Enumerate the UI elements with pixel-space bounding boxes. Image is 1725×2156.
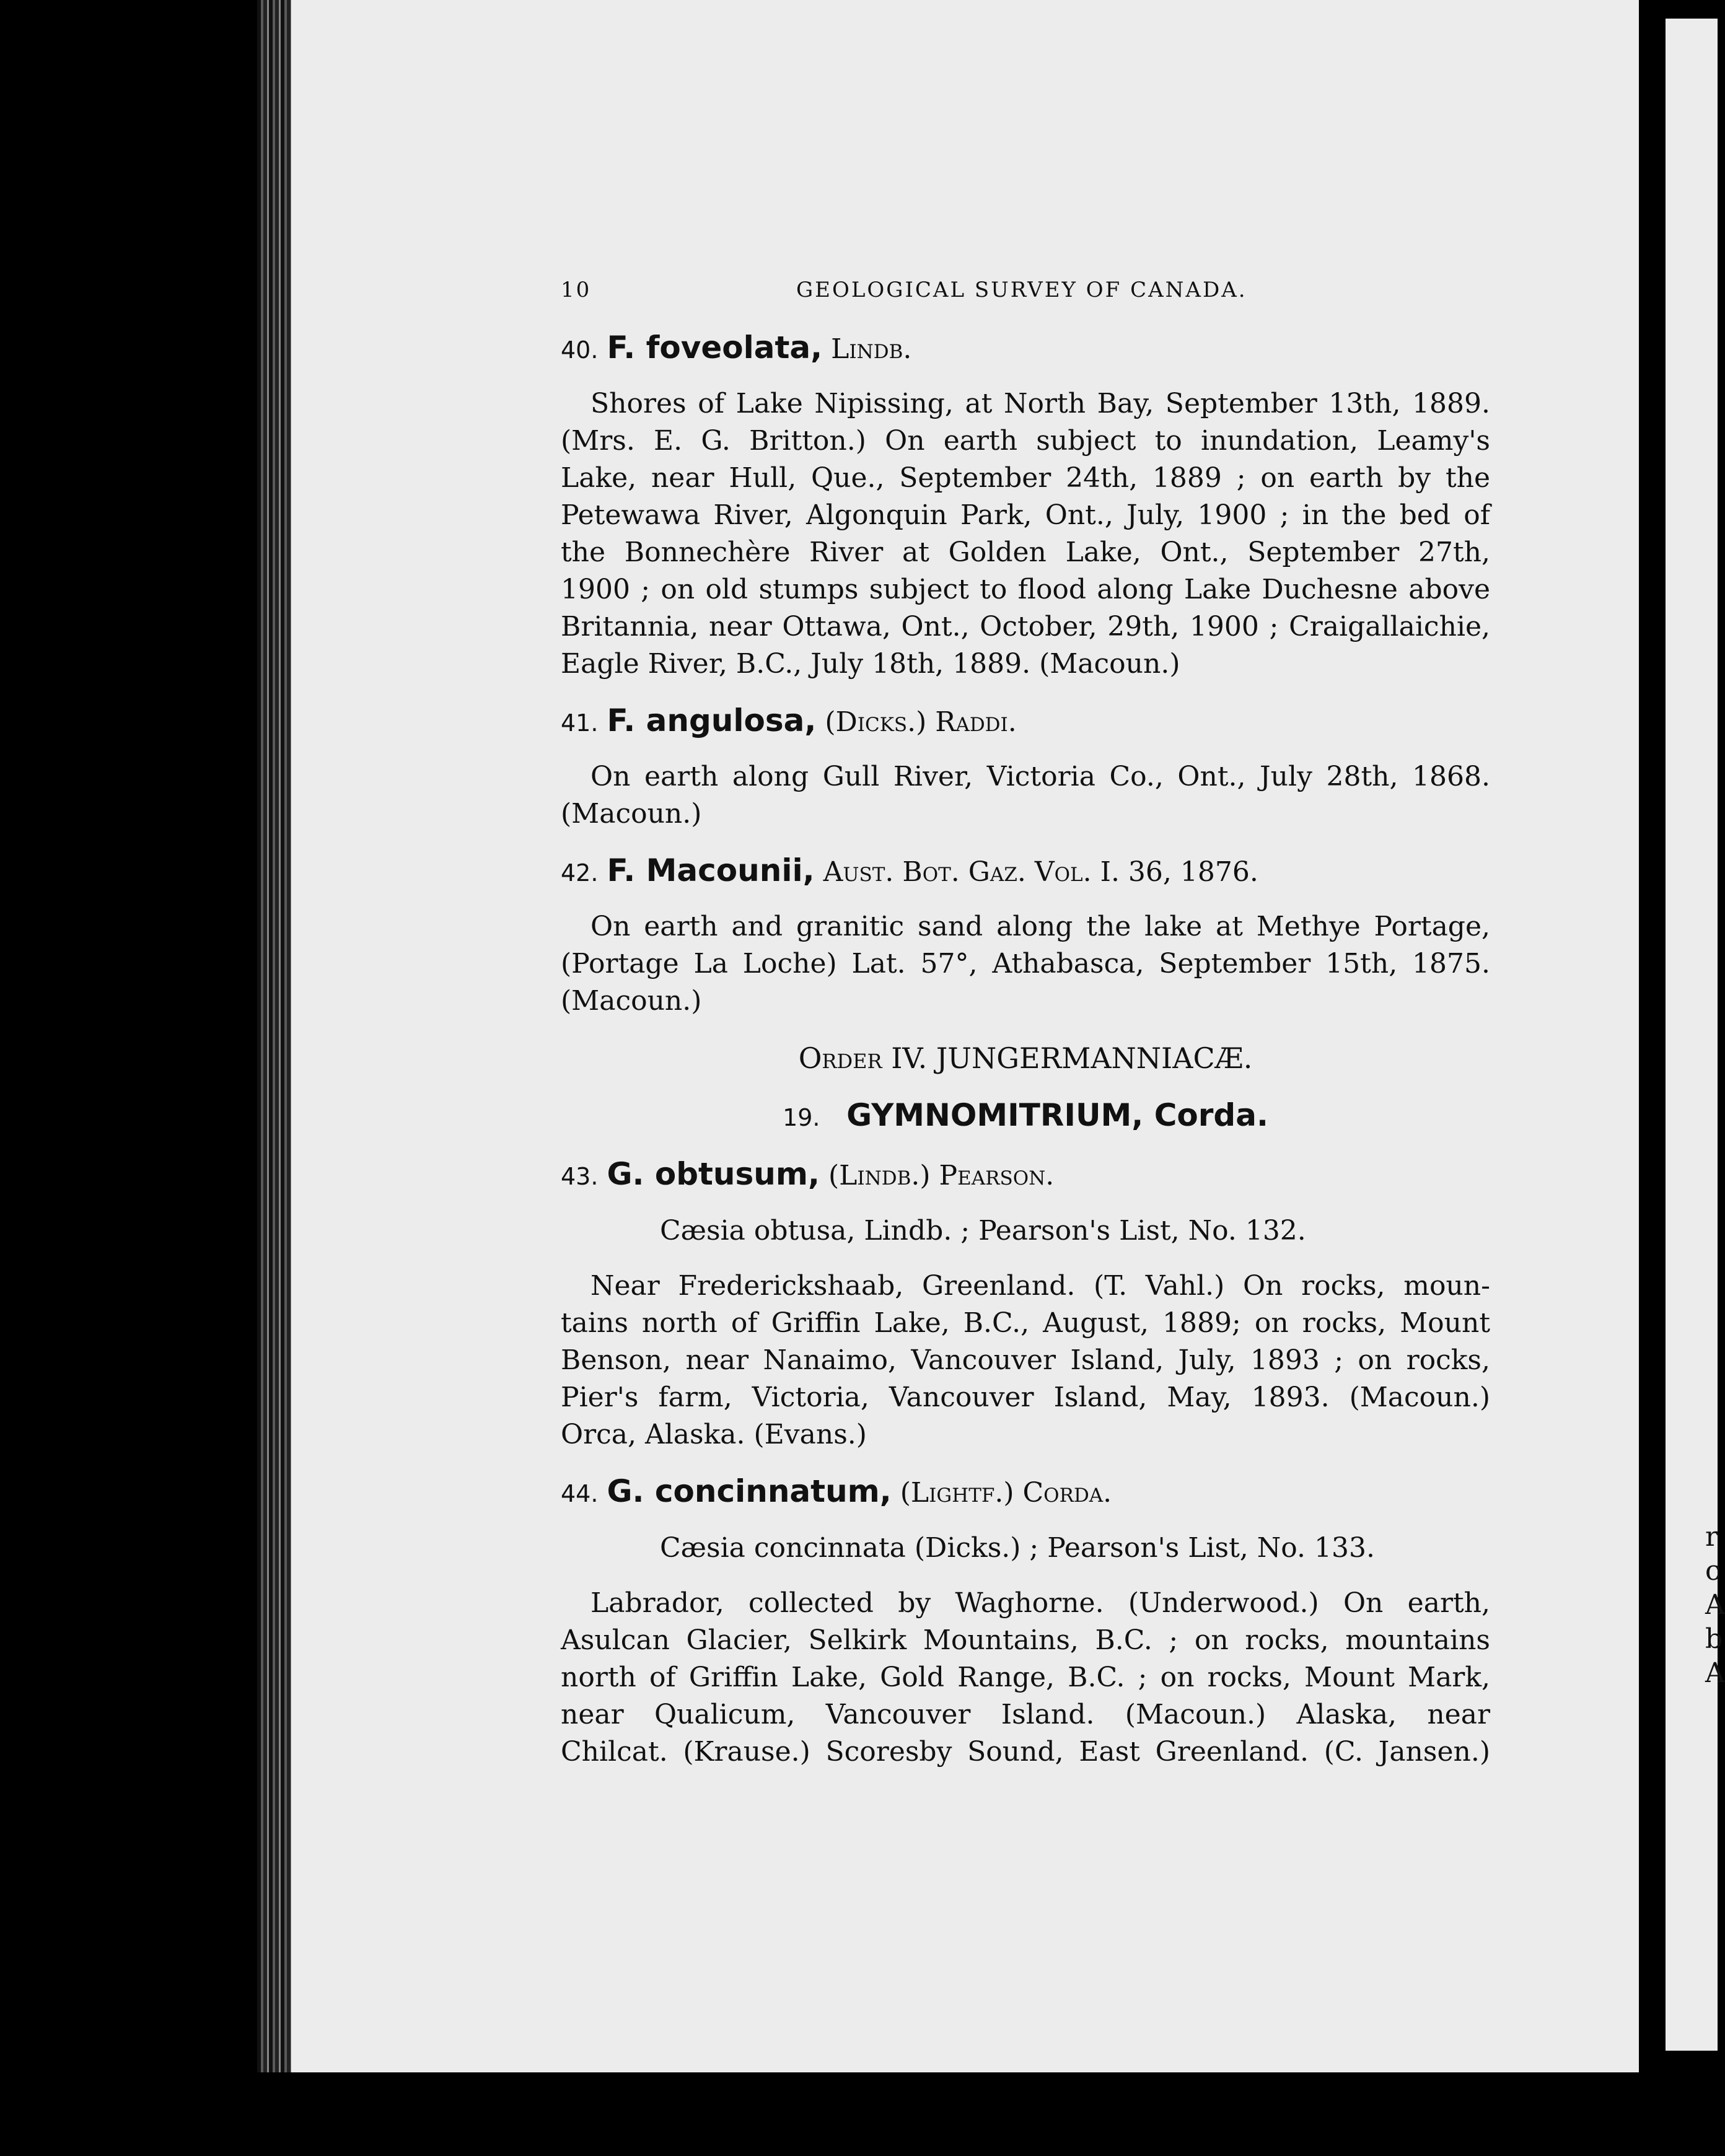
order-heading: Order IV. JUNGERMANNIACÆ. — [798, 1041, 1253, 1075]
text-line: Britannia, near Ottawa, Ont., October, 29th, 1900 ; Craigallaichie, — [561, 611, 1490, 642]
species-number: 41. — [561, 709, 599, 737]
species-heading-44 — [561, 1472, 1490, 1513]
adjacent-page-edge — [1666, 19, 1718, 2051]
text-line: Eagle River, B.C., July 18th, 1889. (Macoun.) — [561, 648, 1180, 680]
species-name: F. Macounii, — [607, 852, 815, 888]
text-line: (Macoun.) — [561, 798, 702, 830]
adjacent-page-fragment: b — [1705, 1623, 1723, 1655]
text-line: Asulcan Glacier, Selkirk Mountains, B.C. ; on rocks, mountains — [561, 1624, 1490, 1656]
genus-number: 19. — [783, 1104, 820, 1131]
text-line: Shores of Lake Nipissing, at North Bay, September 13th, 1889. — [590, 388, 1490, 419]
species-heading-42 — [561, 851, 1490, 892]
species-name: G. concinnatum, — [607, 1473, 892, 1509]
adjacent-page-fragment: A — [1705, 1657, 1725, 1689]
text-line: Labrador, collected by Waghorne. (Underwood.) On earth, — [590, 1587, 1490, 1619]
synonym-line: Cæsia concinnata (Dicks.) ; Pearson's List, No. 133. — [660, 1532, 1375, 1564]
text-line: Orca, Alaska. (Evans.) — [561, 1419, 867, 1450]
species-record-40 — [561, 385, 1490, 683]
synonym-line: Cæsia obtusa, Lindb. ; Pearson's List, No. 132. — [660, 1215, 1306, 1247]
text-line: Chilcat. (Krause.) Scoresby Sound, East Greenland. (C. Jansen.) — [561, 1736, 1490, 1768]
species-name: F. foveolata, — [607, 330, 823, 366]
species-author: (Lightf.) Corda. — [900, 1477, 1112, 1509]
page-number: 10 — [561, 278, 592, 302]
text-line: Lake, near Hull, Que., September 24th, 1889 ; on earth by the — [561, 462, 1490, 494]
text-line: the Bonnechère River at Golden Lake, Ont., September 27th, — [561, 537, 1490, 568]
text-line: tains north of Griffin Lake, B.C., August, 1889; on rocks, Mount — [561, 1307, 1490, 1339]
species-author: Lindb. — [831, 333, 912, 365]
text-line: On earth along Gull River, Victoria Co., Ont., July 28th, 1868. — [590, 761, 1490, 792]
text-line: (Portage La Loche) Lat. 57°, Athabasca, September 15th, 1875. — [561, 948, 1490, 979]
text-line: Benson, near Nanaimo, Vancouver Island, July, 1893 ; on rocks, — [561, 1344, 1490, 1376]
text-line: Near Frederickshaab, Greenland. (T. Vahl.) On rocks, moun- — [590, 1270, 1490, 1302]
text-line: near Qualicum, Vancouver Island. (Macoun.) Alaska, near — [561, 1699, 1490, 1730]
species-number: 40. — [561, 336, 599, 364]
species-name: F. angulosa, — [607, 703, 817, 738]
adjacent-page-fragment: A — [1705, 1589, 1725, 1621]
text-line: On earth and granitic sand along the lake at Methye Portage, — [590, 911, 1490, 942]
species-author: (Dicks.) Raddi. — [825, 706, 1017, 738]
species-number: 43. — [561, 1163, 599, 1190]
species-author: (Lindb.) Pearson. — [828, 1160, 1055, 1191]
species-author: Aust. Bot. Gaz. Vol. I. 36, 1876. — [823, 856, 1258, 888]
species-number: 44. — [561, 1480, 599, 1507]
species-number: 42. — [561, 859, 599, 887]
running-title: GEOLOGICAL SURVEY OF CANADA. — [796, 278, 1247, 302]
genus-heading — [561, 1095, 1490, 1137]
running-header — [561, 278, 1490, 315]
adjacent-page-fragment: r — [1705, 1521, 1719, 1553]
adjacent-page-fragment: c — [1705, 1555, 1721, 1587]
genus-name: GYMNOMITRIUM, Corda. — [846, 1097, 1268, 1133]
species-heading-40 — [561, 328, 1490, 369]
species-heading-41 — [561, 701, 1490, 742]
text-line: Pier's farm, Victoria, Vancouver Island, May, 1893. (Macoun.) — [561, 1382, 1490, 1413]
species-record-41 — [561, 758, 1490, 833]
species-name: G. obtusum, — [607, 1156, 820, 1192]
text-line: (Mrs. E. G. Britton.) On earth subject to inundation, Leamy's — [561, 425, 1490, 457]
species-record-43 — [561, 1268, 1490, 1453]
text-line: 1900 ; on old stumps subject to flood along Lake Duchesne above — [561, 574, 1490, 605]
text-line: Petewawa River, Algonquin Park, Ont., July, 1900 ; in the bed of — [561, 499, 1490, 531]
species-record-44 — [561, 1585, 1490, 1771]
species-heading-43 — [561, 1155, 1490, 1196]
text-line: north of Griffin Lake, Gold Range, B.C. ; on rocks, Mount Mark, — [561, 1662, 1490, 1693]
page-text — [561, 278, 1490, 1789]
species-record-42 — [561, 908, 1490, 1020]
text-line: (Macoun.) — [561, 985, 702, 1017]
